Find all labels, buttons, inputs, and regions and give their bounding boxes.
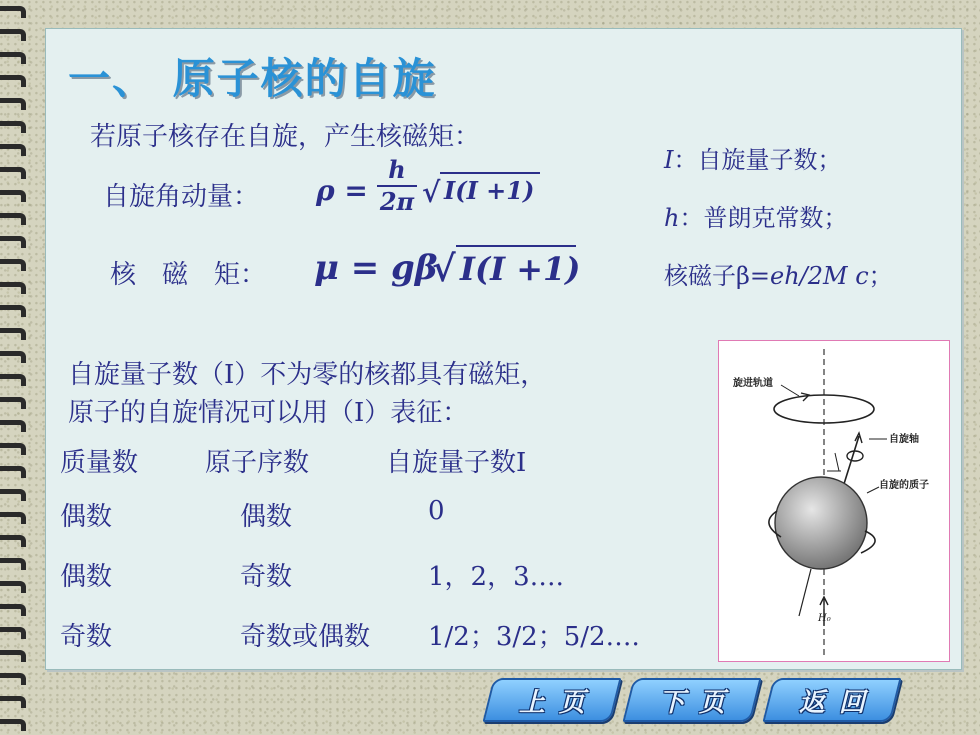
legend-h-text: ：普朗克常数； <box>679 204 848 232</box>
spiral-binding <box>0 0 32 735</box>
table-cell: 奇数 <box>240 562 293 592</box>
binding-hook <box>4 6 26 18</box>
binding-hook <box>4 650 26 662</box>
legend-magneton <box>664 256 893 291</box>
table-cell: 1/2；3/2；5/2…. <box>428 622 640 652</box>
label-precession-orbit: 旋进轨道 <box>733 378 773 389</box>
return-button[interactable] <box>763 678 902 722</box>
fraction-numerator: h <box>388 155 406 184</box>
binding-hook <box>4 282 26 294</box>
binding-hook <box>4 236 26 248</box>
label-field: H₀ <box>818 613 831 624</box>
intro-text: 若原子核存在自旋，产生核磁矩： <box>90 122 481 152</box>
navigation-bar <box>488 678 896 722</box>
legend-beta-end: ； <box>868 262 893 290</box>
legend-beta-text: 核磁子β= <box>664 262 770 290</box>
sqrt-sign: √ <box>422 176 441 209</box>
sqrt-bar <box>440 172 540 174</box>
legend-planck <box>664 198 847 233</box>
binding-hook <box>4 29 26 41</box>
angular-momentum-lhs: ρ = <box>316 174 368 207</box>
label-spinning-proton: 自旋的质子 <box>879 480 929 491</box>
binding-hook <box>4 351 26 363</box>
legend-spin-quantum <box>664 140 841 175</box>
table-cell: 偶数 <box>240 502 293 532</box>
symbol-I: I <box>664 146 674 174</box>
binding-hook <box>4 558 26 570</box>
binding-hook <box>4 328 26 340</box>
label-spin-axis: 自旋轴 <box>889 434 919 445</box>
binding-hook <box>4 604 26 616</box>
table-header-spin: 自旋量子数I <box>386 448 527 478</box>
binding-hook <box>4 305 26 317</box>
binding-hook <box>4 397 26 409</box>
angular-momentum-label: 自旋角动量： <box>103 182 260 212</box>
table-header-mass: 质量数 <box>60 448 139 478</box>
binding-hook <box>4 75 26 87</box>
binding-hook <box>4 98 26 110</box>
binding-hook <box>4 190 26 202</box>
table-cell: 偶数 <box>60 502 113 532</box>
angular-momentum-fraction <box>377 156 417 216</box>
precession-figure <box>718 340 950 662</box>
binding-hook <box>4 466 26 478</box>
fraction-denominator: 2π <box>379 187 415 216</box>
symbol-h: h <box>664 204 680 232</box>
paragraph-2: 原子的自旋情况可以用（I）表征： <box>68 398 469 428</box>
table-cell: 0 <box>428 496 445 526</box>
table-header-atomic: 原子序数 <box>205 448 310 478</box>
prev-page-label: 上页 <box>518 687 599 718</box>
binding-hook <box>4 213 26 225</box>
magnetic-moment-root: I(I +1) <box>460 250 581 288</box>
table-cell: 奇数 <box>60 622 113 652</box>
binding-hook <box>4 719 26 731</box>
next-page-label: 下页 <box>658 687 739 718</box>
binding-hook <box>4 673 26 685</box>
sqrt-bar <box>456 245 576 247</box>
legend-beta-formula: eh/2M c <box>769 262 869 290</box>
binding-hook <box>4 627 26 639</box>
binding-hook <box>4 374 26 386</box>
binding-hook <box>4 259 26 271</box>
binding-hook <box>4 443 26 455</box>
binding-hook <box>4 489 26 501</box>
binding-hook <box>4 420 26 432</box>
sqrt-sign: √ <box>432 248 456 290</box>
angular-momentum-root: I(I +1) <box>444 176 535 205</box>
binding-hook <box>4 52 26 64</box>
binding-hook <box>4 167 26 179</box>
table-cell: 奇数或偶数 <box>240 622 371 652</box>
binding-hook <box>4 121 26 133</box>
magnetic-moment-label: 核 磁 矩： <box>110 260 267 290</box>
magnetic-moment-lhs: μ = gβ <box>314 248 438 288</box>
precession-diagram <box>719 341 949 661</box>
paragraph-1: 自旋量子数（I）不为零的核都具有磁矩， <box>68 360 547 390</box>
table-cell: 1，2，3…. <box>428 562 564 592</box>
binding-hook <box>4 696 26 708</box>
binding-hook <box>4 581 26 593</box>
binding-hook <box>4 144 26 156</box>
table-cell: 偶数 <box>60 562 113 592</box>
binding-hook <box>4 535 26 547</box>
binding-hook <box>4 512 26 524</box>
next-page-button[interactable] <box>623 678 762 722</box>
prev-page-button[interactable] <box>483 678 622 722</box>
slide-title: 一、 原子核的自旋 <box>68 54 437 103</box>
return-label: 返回 <box>798 687 879 718</box>
legend-I-text: ：自旋量子数； <box>673 146 842 174</box>
